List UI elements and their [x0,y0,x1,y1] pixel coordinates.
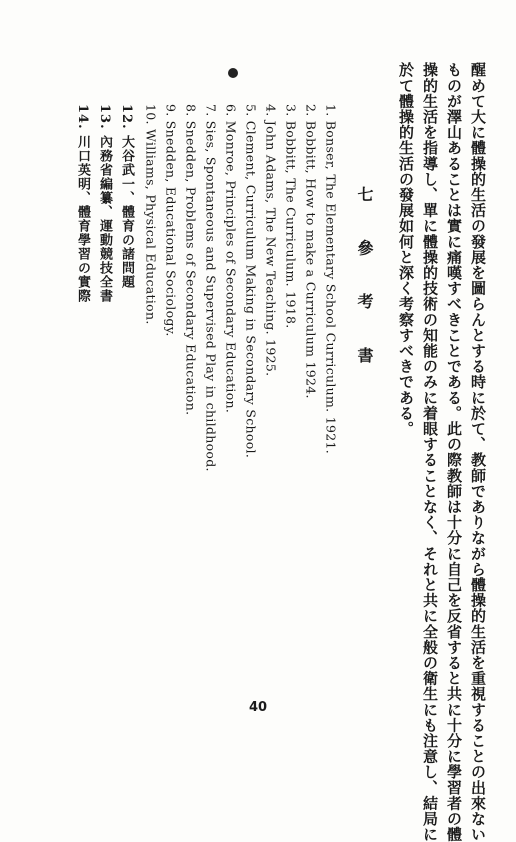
reference-item-7: 7. Sies, Spontaneous and Supervised Play in childhood. [203,104,219,472]
body-line-1: 醒めて大に體操的生活の發展を圖らんとする時に於て、教師でありながら體操的生活を重視することの出來ない [469,62,487,842]
reference-item-10: 10. Williams, Physical Education. [143,104,159,325]
body-line-2: ものが澤山あることは實に痛嘆すべきことである。此の際教師は十分に自己を反省すると共に十分に學習者の體 [445,62,463,842]
section-heading: 七 參 考 書 [355,186,374,379]
reference-item-1: 1. Bonser, The Elementary School Curriculum. 1921. [323,104,339,454]
reference-item-4: 4. John Adams, The New Teaching. 1925. [263,104,279,377]
reference-item-8: 8. Snedden, Problems of Secondary Education. [183,104,199,416]
reference-item-14: 14. 川口英明、體育學習の實際 [75,104,90,304]
reference-item-3: 3. Bobbitt, The Curriculum. 1918. [283,104,299,329]
reference-item-9: 9. Snedden, Educational Sociology. [163,104,179,337]
page-number: 40 [248,700,268,715]
reference-item-6: 6. Monroe, Principles of Secondary Education. [223,104,239,414]
body-line-4: 於て體操的生活の發展如何と深く考察すべきである。 [397,62,415,437]
reference-item-2: 2. Bobbitt, How to make a Curriculum 1924. [303,104,319,399]
margin-bullet-mark [228,68,238,78]
reference-item-12: 12. 大谷武一、體育の諸問題 [119,104,134,290]
reference-item-13: 13. 內務省編纂、運動競技全書 [97,104,112,304]
reference-item-5: 5. Clement, Curriculum Making in Secondary School. [243,104,259,459]
body-line-3: 操的生活を指導し、單に體操的技術の知能のみに着眼することなく、それと共に全般の衛生にも注意し、結局に [421,62,439,842]
